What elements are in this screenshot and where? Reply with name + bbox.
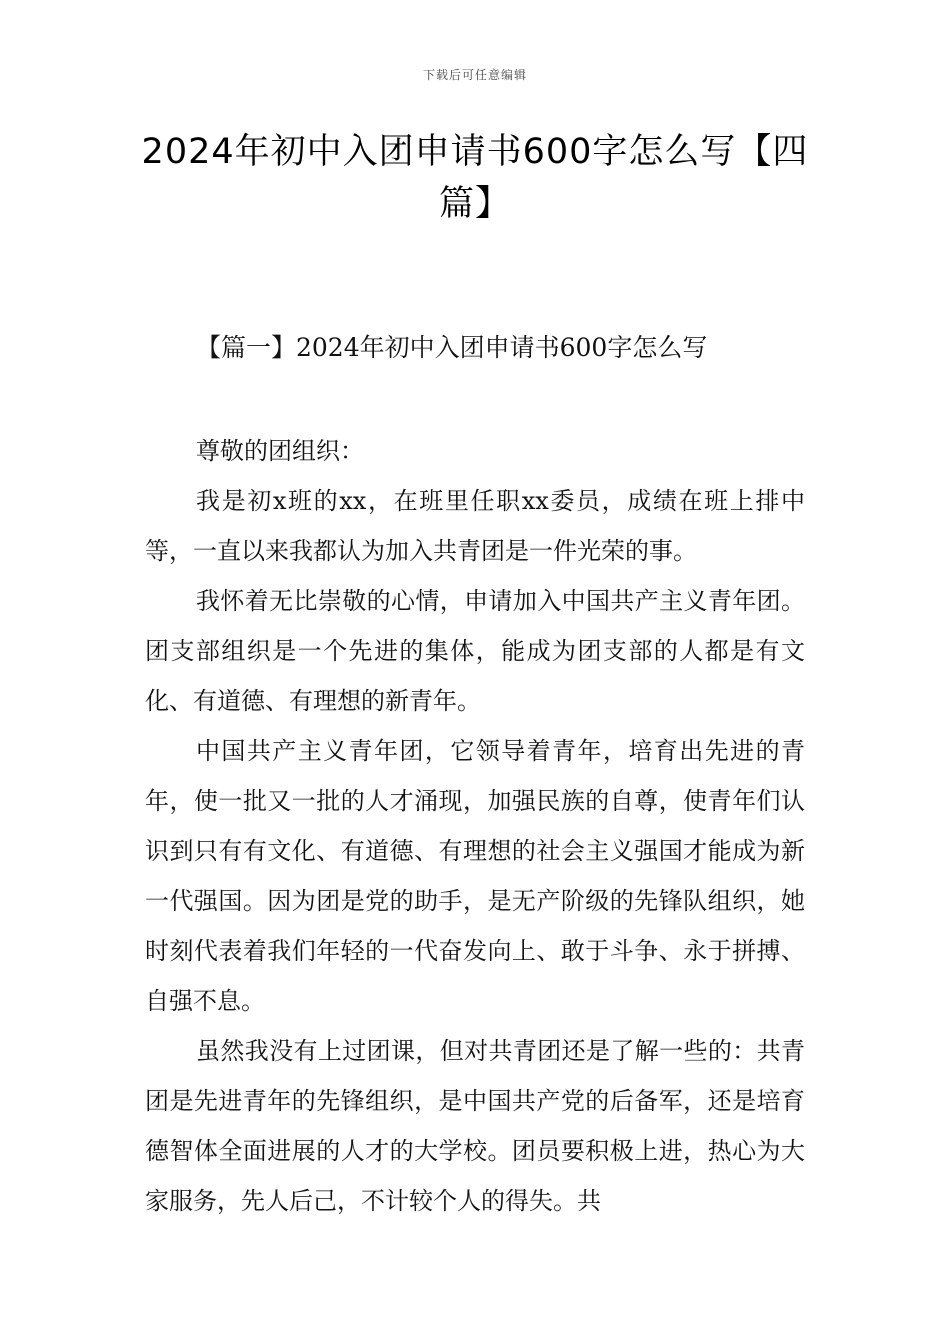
document-title: 2024年初中入团申请书600字怎么写【四篇】 <box>141 132 809 224</box>
document-body <box>145 426 805 1226</box>
header-note: 下载后可任意编辑 <box>422 68 527 82</box>
paragraph: 虽然我没有上过团课，但对共青团还是了解一些的：共青团是先进青年的先锋组织，是中国共产党的后备军，还是培育德智体全面进展的人才的大学校。团员要积极上进，热心为大家服务，先人后己，不计较个人的得失。共 <box>145 1037 805 1215</box>
salutation: 尊敬的团组织： <box>196 437 364 465</box>
paragraph: 我怀着无比崇敬的心情，申请加入中国共产主义青年团。团支部组织是一个先进的集体，能成为团支部的人都是有文化、有道德、有理想的新青年。 <box>145 587 805 715</box>
section-heading: 【篇一】2024年初中入团申请书600字怎么写 <box>196 333 708 362</box>
paragraph: 我是初x班的xx，在班里任职xx委员，成绩在班上排中等，一直以来我都认为加入共青团是一件光荣的事。 <box>145 487 805 565</box>
paragraph: 中国共产主义青年团，它领导着青年，培育出先进的青年，使一批又一批的人才涌现，加强民族的自尊，使青年们认识到只有有文化、有道德、有理想的社会主义强国才能成为新一代强国。因为团是党的助手，是无产阶级的先锋队组织，她时刻代表着我们年轻的一代奋发向上、敢于斗争、永于拼搏、自强不息。 <box>145 737 805 1015</box>
